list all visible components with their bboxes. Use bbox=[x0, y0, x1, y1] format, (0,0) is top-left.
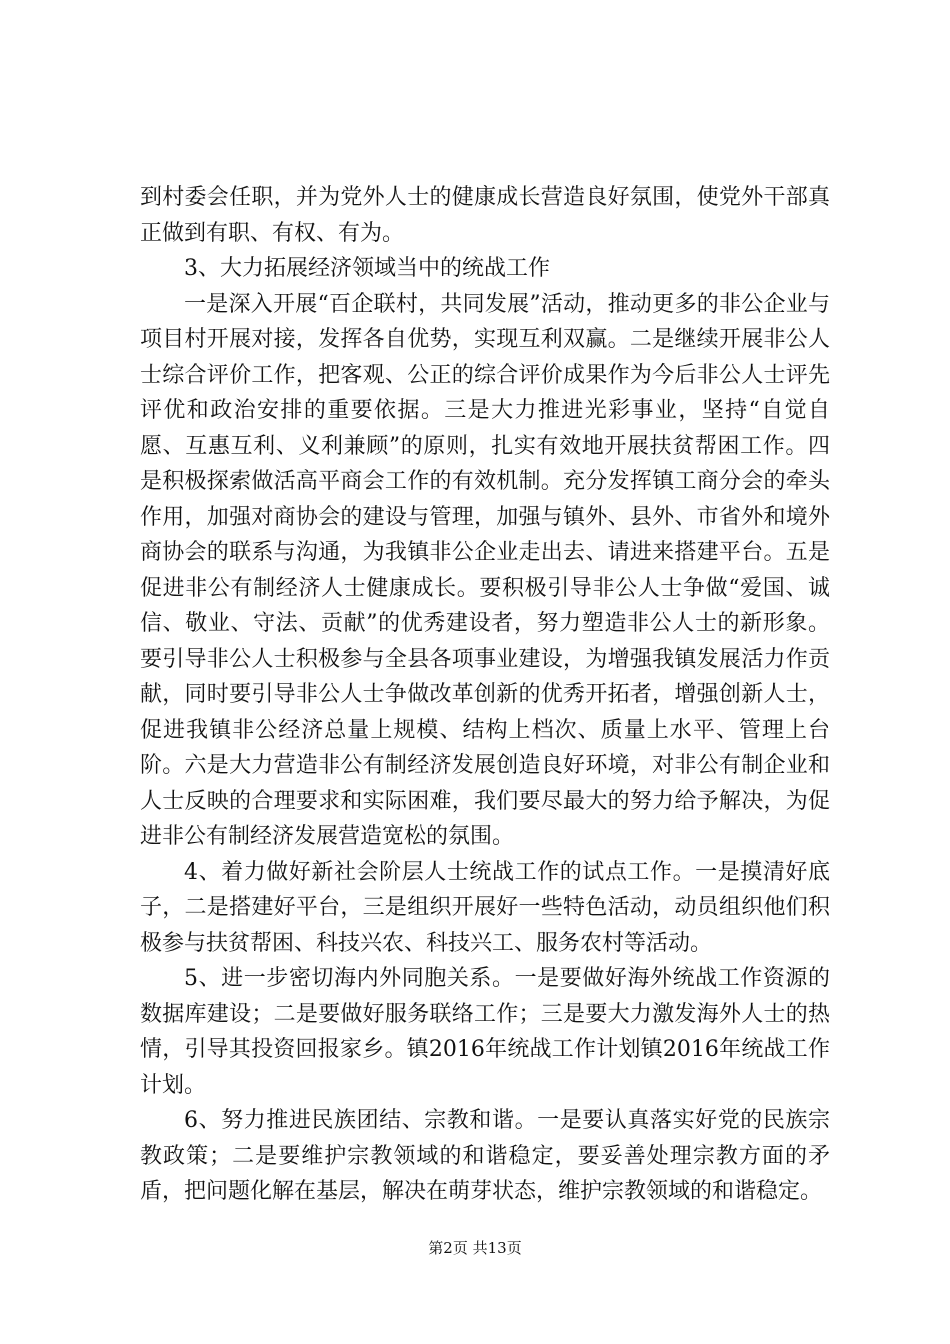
paragraph-item-6: 6、努力推进民族团结、宗教和谐。一是要认真落实好党的民族宗教政策；二是要维护宗教领域的和谐稳定，要妥善处理宗教方面的矛盾，把问题化解在基层，解决在萌芽状态，维护宗教领域的和谐稳定。 bbox=[140, 1108, 830, 1204]
paragraph-continuation: 到村委会任职，并为党外人士的健康成长营造良好氛围，使党外干部真正做到有职、有权、有为。 bbox=[140, 185, 830, 246]
page-number-footer: 第2页 共13页 bbox=[428, 1239, 522, 1257]
paragraph-item-4: 4、着力做好新社会阶层人士统战工作的试点工作。一是摸清好底子，二是搭建好平台，三是组织开展好一些特色活动，动员组织他们积极参与扶贫帮困、科技兴农、科技兴工、服务农村等活动。 bbox=[140, 859, 830, 956]
document-body bbox=[140, 180, 830, 1210]
paragraph-item-5: 5、进一步密切海内外同胞关系。一是要做好海外统战工作资源的数据库建设；二是要做好服务联络工作；三是要大力激发海外人士的热情，引导其投资回报家乡。镇2016年统战工作计划镇2016年统战工作计划。 bbox=[140, 966, 830, 1098]
section-heading-3: 3、大力拓展经济领域当中的统战工作 bbox=[184, 256, 550, 281]
paragraph-economic-work: 一是深入开展“百企联村，共同发展”活动，推动更多的非公企业与项目村开展对接，发挥各自优势，实现互利双赢。二是继续开展非公人士综合评价工作，把客观、公正的综合评价成果作为今后非公人士评先评优和政治安排的重要依据。三是大力推进光彩事业，坚持“自觉自愿、互惠互利、义利兼顾”的原则，扎实有效地开展扶贫帮困工作。四是积极探索做活高平商会工作的有效机制。充分发挥镇工商分会的牵头作用，加强对商协会的建设与管理，加强与镇外、县外、市省外和境外商协会的联系与沟通，为我镇非公企业走出去、请进来搭建平台。五是促进非公有制经济人士健康成长。要积极引导非公人士争做“爱国、诚信、敬业、守法、贡献”的优秀建设者，努力塑造非公人士的新形象。要引导非公人士积极参与全县各项事业建设，为增强我镇发展活力作贡献，同时要引导非公人士争做改革创新的优秀开拓者，增强创新人士，促进我镇非公经济总量上规模、结构上档次、质量上水平、管理上台阶。六是大力营造非公有制经济发展创造良好环境，对非公有制企业和人士反映的合理要求和实际困难，我们要尽最大的努力给予解决，为促进非公有制经济发展营造宽松的氛围。 bbox=[140, 291, 830, 849]
